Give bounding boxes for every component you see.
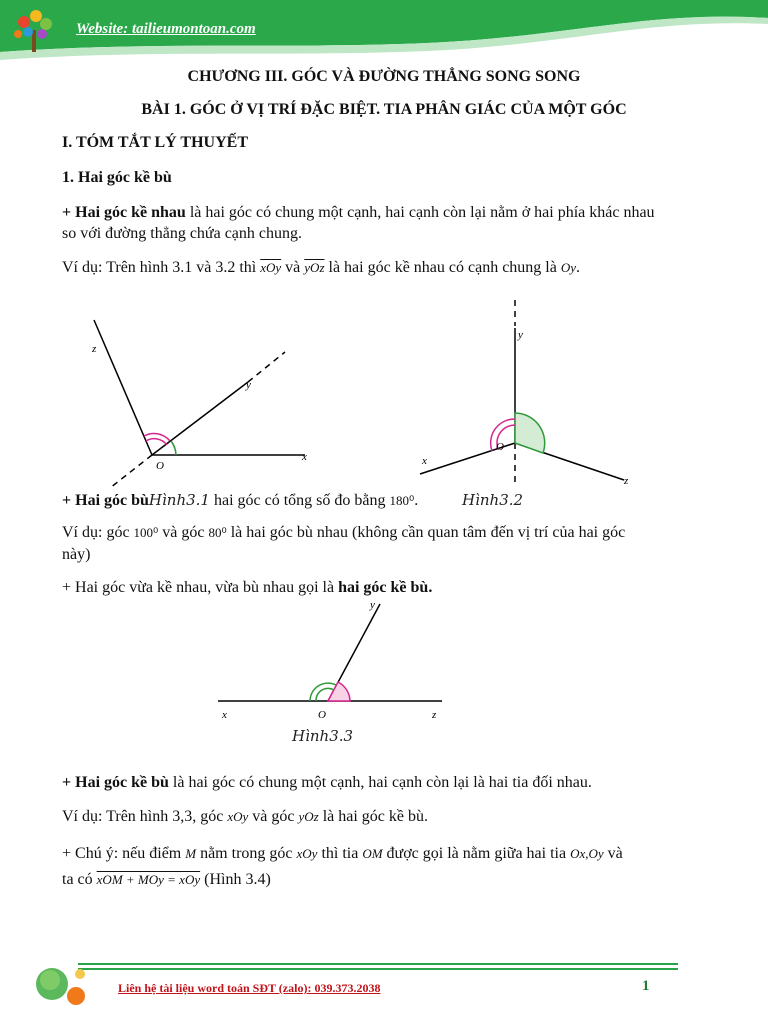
ray-oy-extension (248, 352, 285, 382)
angle-arc-yoz-1 (146, 439, 167, 445)
math-ray: Oy (560, 260, 577, 275)
math-value: 80⁰ (208, 525, 227, 540)
label-y: y (518, 329, 523, 341)
math-rays: Ox,Oy (570, 846, 604, 861)
math-value: 180⁰ (389, 493, 415, 508)
text: là hai góc bù nhau (không cần quan tâm đến vị trí của hai góc (226, 524, 626, 541)
example-2-line2: này) (62, 546, 91, 563)
ray-oz (94, 320, 152, 455)
label-x: x (422, 455, 427, 467)
page-number: 1 (642, 978, 650, 994)
label-y: y (246, 379, 251, 391)
label-z: z (432, 709, 437, 721)
text: thì tia (317, 845, 363, 862)
math-formula: xOM + MOy = xOy (96, 872, 201, 887)
text: . (576, 259, 581, 276)
example-3 (62, 807, 428, 827)
angle-arc-yoz (515, 413, 545, 453)
paragraph-linear-pair (62, 578, 432, 598)
label-z: z (92, 343, 97, 355)
text: + Chú ý: nếu điểm (62, 845, 186, 862)
text: ta có (62, 871, 97, 888)
label-x: x (302, 451, 307, 463)
math-angle: $\overline{xOy}$ (260, 260, 282, 275)
example-1 (62, 258, 580, 278)
text: được gọi là nằm giữa hai tia (382, 845, 571, 862)
chapter-title: CHƯƠNG III. GÓC VÀ ĐƯỜNG THẲNG SONG SONG (187, 68, 581, 85)
text: Ví dụ: góc (62, 524, 134, 541)
note (62, 844, 623, 864)
math-angle: xOy (227, 809, 249, 824)
term-adjacent: + Hai góc kề nhau (62, 204, 186, 221)
math-angle: yOz (298, 809, 319, 824)
footer-divider-2 (78, 968, 678, 970)
text: . (414, 492, 419, 509)
label-z: z (624, 475, 629, 487)
subsection-title: 1. Hai góc kề bù (62, 169, 172, 186)
label-o: O (496, 441, 504, 453)
text: Ví dụ: Trên hình 3.1 và 3.2 thì (62, 259, 261, 276)
text: là hai góc có chung một cạnh, hai cạnh còn lại nằm ở hai phía khác nhau (185, 204, 655, 221)
lesson-title: BÀI 1. GÓC Ở VỊ TRÍ ĐẶC BIỆT. TIA PHÂN GIÁC CỦA MỘT GÓC (141, 101, 627, 118)
text: và góc (248, 808, 299, 825)
label-x: x (222, 709, 227, 721)
caption-3-3: Hình3.3 (292, 727, 354, 745)
math-point: M (185, 846, 197, 861)
term-supplementary: + Hai góc bù (62, 492, 149, 509)
caption-3-2: Hình3.2 (462, 491, 524, 509)
paragraph-adjacent (62, 203, 655, 223)
math-ray: OM (362, 846, 383, 861)
example-2 (62, 523, 625, 543)
term-linear-pair: hai góc kề bù. (338, 579, 433, 596)
caption-3-1: Hình3.1 (148, 491, 210, 509)
footer-divider-1 (78, 963, 678, 965)
math-angle: xOy (296, 846, 318, 861)
ray-opposite (110, 455, 152, 488)
footer-dots-icon (30, 962, 90, 1012)
paragraph-adjacent-line2: so với đường thẳng chứa cạnh chung. (62, 225, 302, 242)
text: (Hình 3.4) (200, 871, 271, 888)
paragraph-linear-pair-def (62, 773, 592, 793)
math-value: 100⁰ (133, 525, 159, 540)
text: hai góc có tổng số đo bằng (209, 492, 390, 509)
text: + Hai góc vừa kề nhau, vừa bù nhau gọi là (62, 579, 339, 596)
term-linear-pair-def: + Hai góc kề bù (62, 774, 169, 791)
figure-3-1 (80, 300, 320, 490)
section-title: I. TÓM TẮT LÝ THUYẾT (62, 134, 248, 151)
label-o: O (156, 460, 164, 472)
paragraph-supplementary (62, 490, 524, 511)
text: và (281, 259, 305, 276)
header-banner (0, 0, 768, 62)
footer-contact[interactable]: Liên hệ tài liệu word toán SĐT (zalo): 039.373.2038 (118, 981, 381, 995)
text: là hai góc có chung một cạnh, hai cạnh còn lại là hai tia đối nhau. (168, 774, 592, 791)
text: là hai góc kề bù. (318, 808, 428, 825)
text: và (603, 845, 623, 862)
text: nằm trong góc (196, 845, 297, 862)
label-o: O (318, 709, 326, 721)
math-angle: $\overline{yOz}$ (304, 260, 325, 275)
figure-3-3 (214, 596, 446, 746)
note-line2 (62, 870, 271, 890)
text: là hai góc kề nhau có cạnh chung là (324, 259, 561, 276)
website-link[interactable]: Website: tailieumontoan.com (76, 21, 256, 37)
figure-3-2 (410, 298, 640, 498)
angle-arc-yoz (328, 682, 350, 701)
angle-arc-xoy (171, 441, 176, 455)
text: Ví dụ: Trên hình 3,3, góc (62, 808, 228, 825)
label-y: y (370, 599, 375, 611)
text: và góc (158, 524, 209, 541)
